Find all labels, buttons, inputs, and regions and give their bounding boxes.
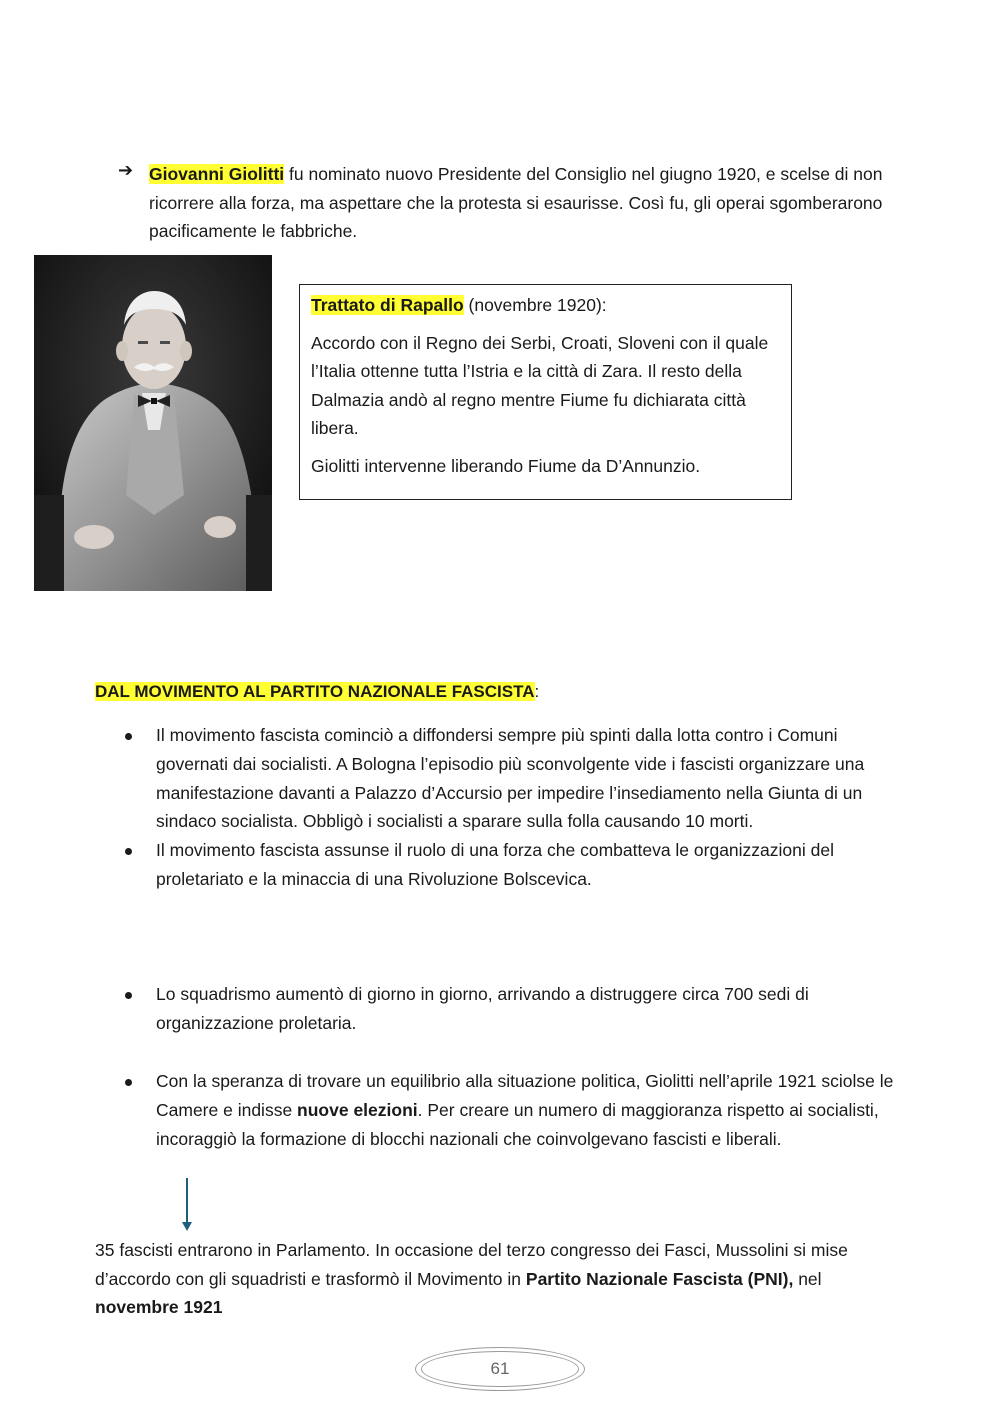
down-arrow-icon bbox=[182, 1222, 192, 1231]
closing-text-a: 35 fascisti entrarono in Parlamento. In occasione del terzo congresso dei Fasci, Mussolini si mise d’accordo con gli squadristi e trasformò il Movimento in bbox=[95, 1240, 848, 1289]
list-item bbox=[118, 721, 908, 836]
list-item-text: Lo squadrismo aumentò di giorno in giorno, arrivando a distruggere circa 700 sedi di organizzazione proletaria. bbox=[156, 984, 809, 1033]
list-item bbox=[118, 980, 908, 1038]
box-title-suffix: (novembre 1920): bbox=[463, 295, 607, 315]
down-arrow-line bbox=[186, 1178, 188, 1224]
closing-text-b: nel bbox=[793, 1268, 822, 1289]
list-item-bold: nuove elezioni bbox=[297, 1099, 418, 1120]
intro-paragraph bbox=[118, 160, 908, 246]
list-item-text-b: . Per creare un numero di maggioranza rispetto ai socialisti, incoraggiò la formazione di blocchi nazionali che coinvolgevano fascisti e liberali. bbox=[156, 1099, 879, 1149]
intro-text bbox=[149, 160, 908, 246]
list-item bbox=[118, 836, 908, 894]
list-item bbox=[118, 1067, 908, 1153]
box-paragraph-2: Giolitti intervenne liberando Fiume da D’Annunzio. bbox=[311, 455, 701, 476]
bullet-list-3 bbox=[118, 1067, 908, 1153]
bullet-list-1 bbox=[118, 721, 908, 894]
closing-bold-a: Partito Nazionale Fascista (PNI), bbox=[525, 1268, 794, 1289]
closing-bold-b: novembre 1921 bbox=[95, 1297, 223, 1317]
arrow-right-icon: ➔ bbox=[118, 160, 134, 180]
section-heading-suffix: : bbox=[534, 682, 540, 701]
list-item-text-a: Con la speranza di trovare un equilibrio alla situazione politica, Giolitti nell’aprile 1921 sciolse le Camere e indisse bbox=[156, 1071, 894, 1120]
intro-body: fu nominato nuovo Presidente del Consiglio nel giugno 1920, e scelse di non ricorrere alla forza, ma aspettare che la protesta si esaurisse. Così fu, gli operai sgomberarono pacificamente le fabbriche. bbox=[149, 164, 883, 241]
list-item-text: Il movimento fascista cominciò a diffondersi sempre più spinti dalla lotta contro i Comuni governati dai socialisti. A Bologna l’episodio più sconvolgente vide i fascisti organizzare una manifestazione davanti a Palazzo d’Accursio per impedire l’insediamento nella Giunta di un sindaco socialista. Obbligò i socialisti a sparare sulla folla causando 10 morti. bbox=[156, 725, 865, 832]
box-title: Trattato di Rapallo bbox=[311, 295, 464, 315]
rapallo-info-box bbox=[299, 284, 792, 500]
bullet-list-2 bbox=[118, 980, 908, 1038]
page-number-badge bbox=[415, 1347, 585, 1391]
box-title-line bbox=[311, 291, 780, 320]
portrait-photo bbox=[34, 255, 272, 591]
closing-paragraph bbox=[95, 1236, 905, 1322]
bullet-icon bbox=[125, 848, 132, 855]
list-item-text: Il movimento fascista assunse il ruolo di una forza che combatteva le organizzazioni del proletariato e la minaccia di una Rivoluzione Bolscevica. bbox=[156, 840, 834, 889]
section-heading-text: DAL MOVIMENTO AL PARTITO NAZIONALE FASCISTA bbox=[95, 682, 535, 701]
bullet-icon bbox=[125, 992, 132, 999]
bullet-icon bbox=[125, 1079, 132, 1086]
page-number: 61 bbox=[490, 1359, 510, 1378]
section-heading bbox=[95, 680, 539, 704]
box-paragraph-1: Accordo con il Regno dei Serbi, Croati, Sloveni con il quale l’Italia ottenne tutta l’Istria e la città di Zara. Il resto della Dalmazia andò al regno mentre Fiume fu dichiarata città libera. bbox=[311, 332, 769, 438]
highlighted-name: Giovanni Giolitti bbox=[149, 164, 285, 184]
bullet-icon bbox=[125, 733, 132, 740]
